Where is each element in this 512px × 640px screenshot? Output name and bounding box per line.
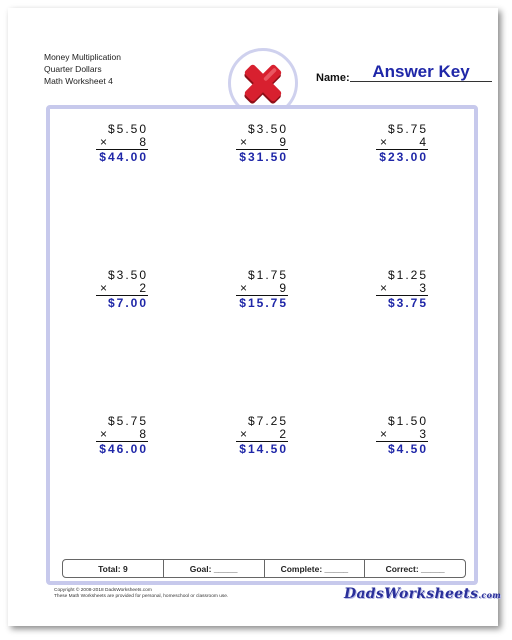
problem-7 xyxy=(96,415,148,456)
multiplier: 2 xyxy=(279,427,288,441)
answer: $3.75 xyxy=(387,296,428,310)
times-sign: × xyxy=(240,135,250,149)
times-sign: × xyxy=(100,427,110,441)
problem-2 xyxy=(236,123,288,164)
answer: $7.00 xyxy=(107,296,148,310)
multiplier-row xyxy=(236,282,288,296)
usage-line: These Math Worksheets are provided for personal, homeschool or classroom use. xyxy=(54,594,229,599)
worksheet-page xyxy=(8,8,501,626)
problem-4 xyxy=(96,269,148,310)
multiplicand: $1.25 xyxy=(387,268,428,282)
answer: $23.00 xyxy=(379,150,428,164)
multiplicand: $7.25 xyxy=(247,414,288,428)
multiplier: 9 xyxy=(279,135,288,149)
answer: $15.75 xyxy=(239,296,288,310)
problems-grid xyxy=(50,109,474,549)
times-sign: × xyxy=(380,135,390,149)
multiplier-row xyxy=(376,428,428,442)
multiplier: 3 xyxy=(419,281,428,295)
goal-cell: Goal: _____ xyxy=(164,560,265,577)
multiplier-row xyxy=(236,428,288,442)
problem-1 xyxy=(96,123,148,164)
worksheet-title-block xyxy=(44,51,121,87)
times-sign: × xyxy=(380,427,390,441)
score-bar xyxy=(62,559,466,578)
copyright-notice xyxy=(54,588,228,600)
multiplier-row xyxy=(236,136,288,150)
multiplicand: $1.75 xyxy=(247,268,288,282)
times-sign: × xyxy=(100,135,110,149)
multiplier-row xyxy=(96,282,148,296)
multiplier: 3 xyxy=(419,427,428,441)
answer: $4.50 xyxy=(387,442,428,456)
worksheet-title: Money Multiplication xyxy=(44,52,122,62)
answer: $44.00 xyxy=(99,150,148,164)
times-sign: × xyxy=(380,281,390,295)
answer: $31.50 xyxy=(239,150,288,164)
problem-6 xyxy=(376,269,428,310)
multiplier-row xyxy=(376,136,428,150)
problems-frame xyxy=(46,105,478,585)
answer-key-label: Answer Key xyxy=(350,62,492,82)
answer: $46.00 xyxy=(99,442,148,456)
logo-suffix: .com xyxy=(478,590,501,600)
multiplicand: $5.50 xyxy=(107,122,148,136)
times-sign: × xyxy=(100,281,110,295)
answer-key-x-icon xyxy=(239,59,287,107)
multiplier: 2 xyxy=(139,281,148,295)
multiplier: 4 xyxy=(419,135,428,149)
multiplicand: $1.50 xyxy=(387,414,428,428)
problem-9 xyxy=(376,415,428,456)
problem-3 xyxy=(376,123,428,164)
multiplier-row xyxy=(376,282,428,296)
multiplicand: $5.75 xyxy=(107,414,148,428)
multiplicand: $3.50 xyxy=(247,122,288,136)
worksheet-subtitle: Quarter Dollars xyxy=(44,64,102,74)
multiplier: 9 xyxy=(279,281,288,295)
multiplicand: $3.50 xyxy=(107,268,148,282)
total-cell: Total: 9 xyxy=(63,560,164,577)
multiplicand: $5.75 xyxy=(387,122,428,136)
times-sign: × xyxy=(240,427,250,441)
answer: $14.50 xyxy=(239,442,288,456)
worksheet-number: Math Worksheet 4 xyxy=(44,76,113,86)
correct-cell: Correct: _____ xyxy=(385,563,445,574)
logo-text: DadsWorksheets xyxy=(344,586,479,602)
multiplier: 8 xyxy=(139,427,148,441)
problem-8 xyxy=(236,415,288,456)
multiplier-row xyxy=(96,428,148,442)
problem-5 xyxy=(236,269,288,310)
multiplier: 8 xyxy=(139,135,148,149)
name-label: Name: xyxy=(316,72,350,84)
dadsworksheets-logo xyxy=(344,586,501,602)
multiplier-row xyxy=(96,136,148,150)
complete-cell: Complete: _____ xyxy=(265,560,366,577)
times-sign: × xyxy=(240,281,250,295)
copyright-line: Copyright © 2008-2018 DadsWorksheets.com xyxy=(54,588,152,593)
